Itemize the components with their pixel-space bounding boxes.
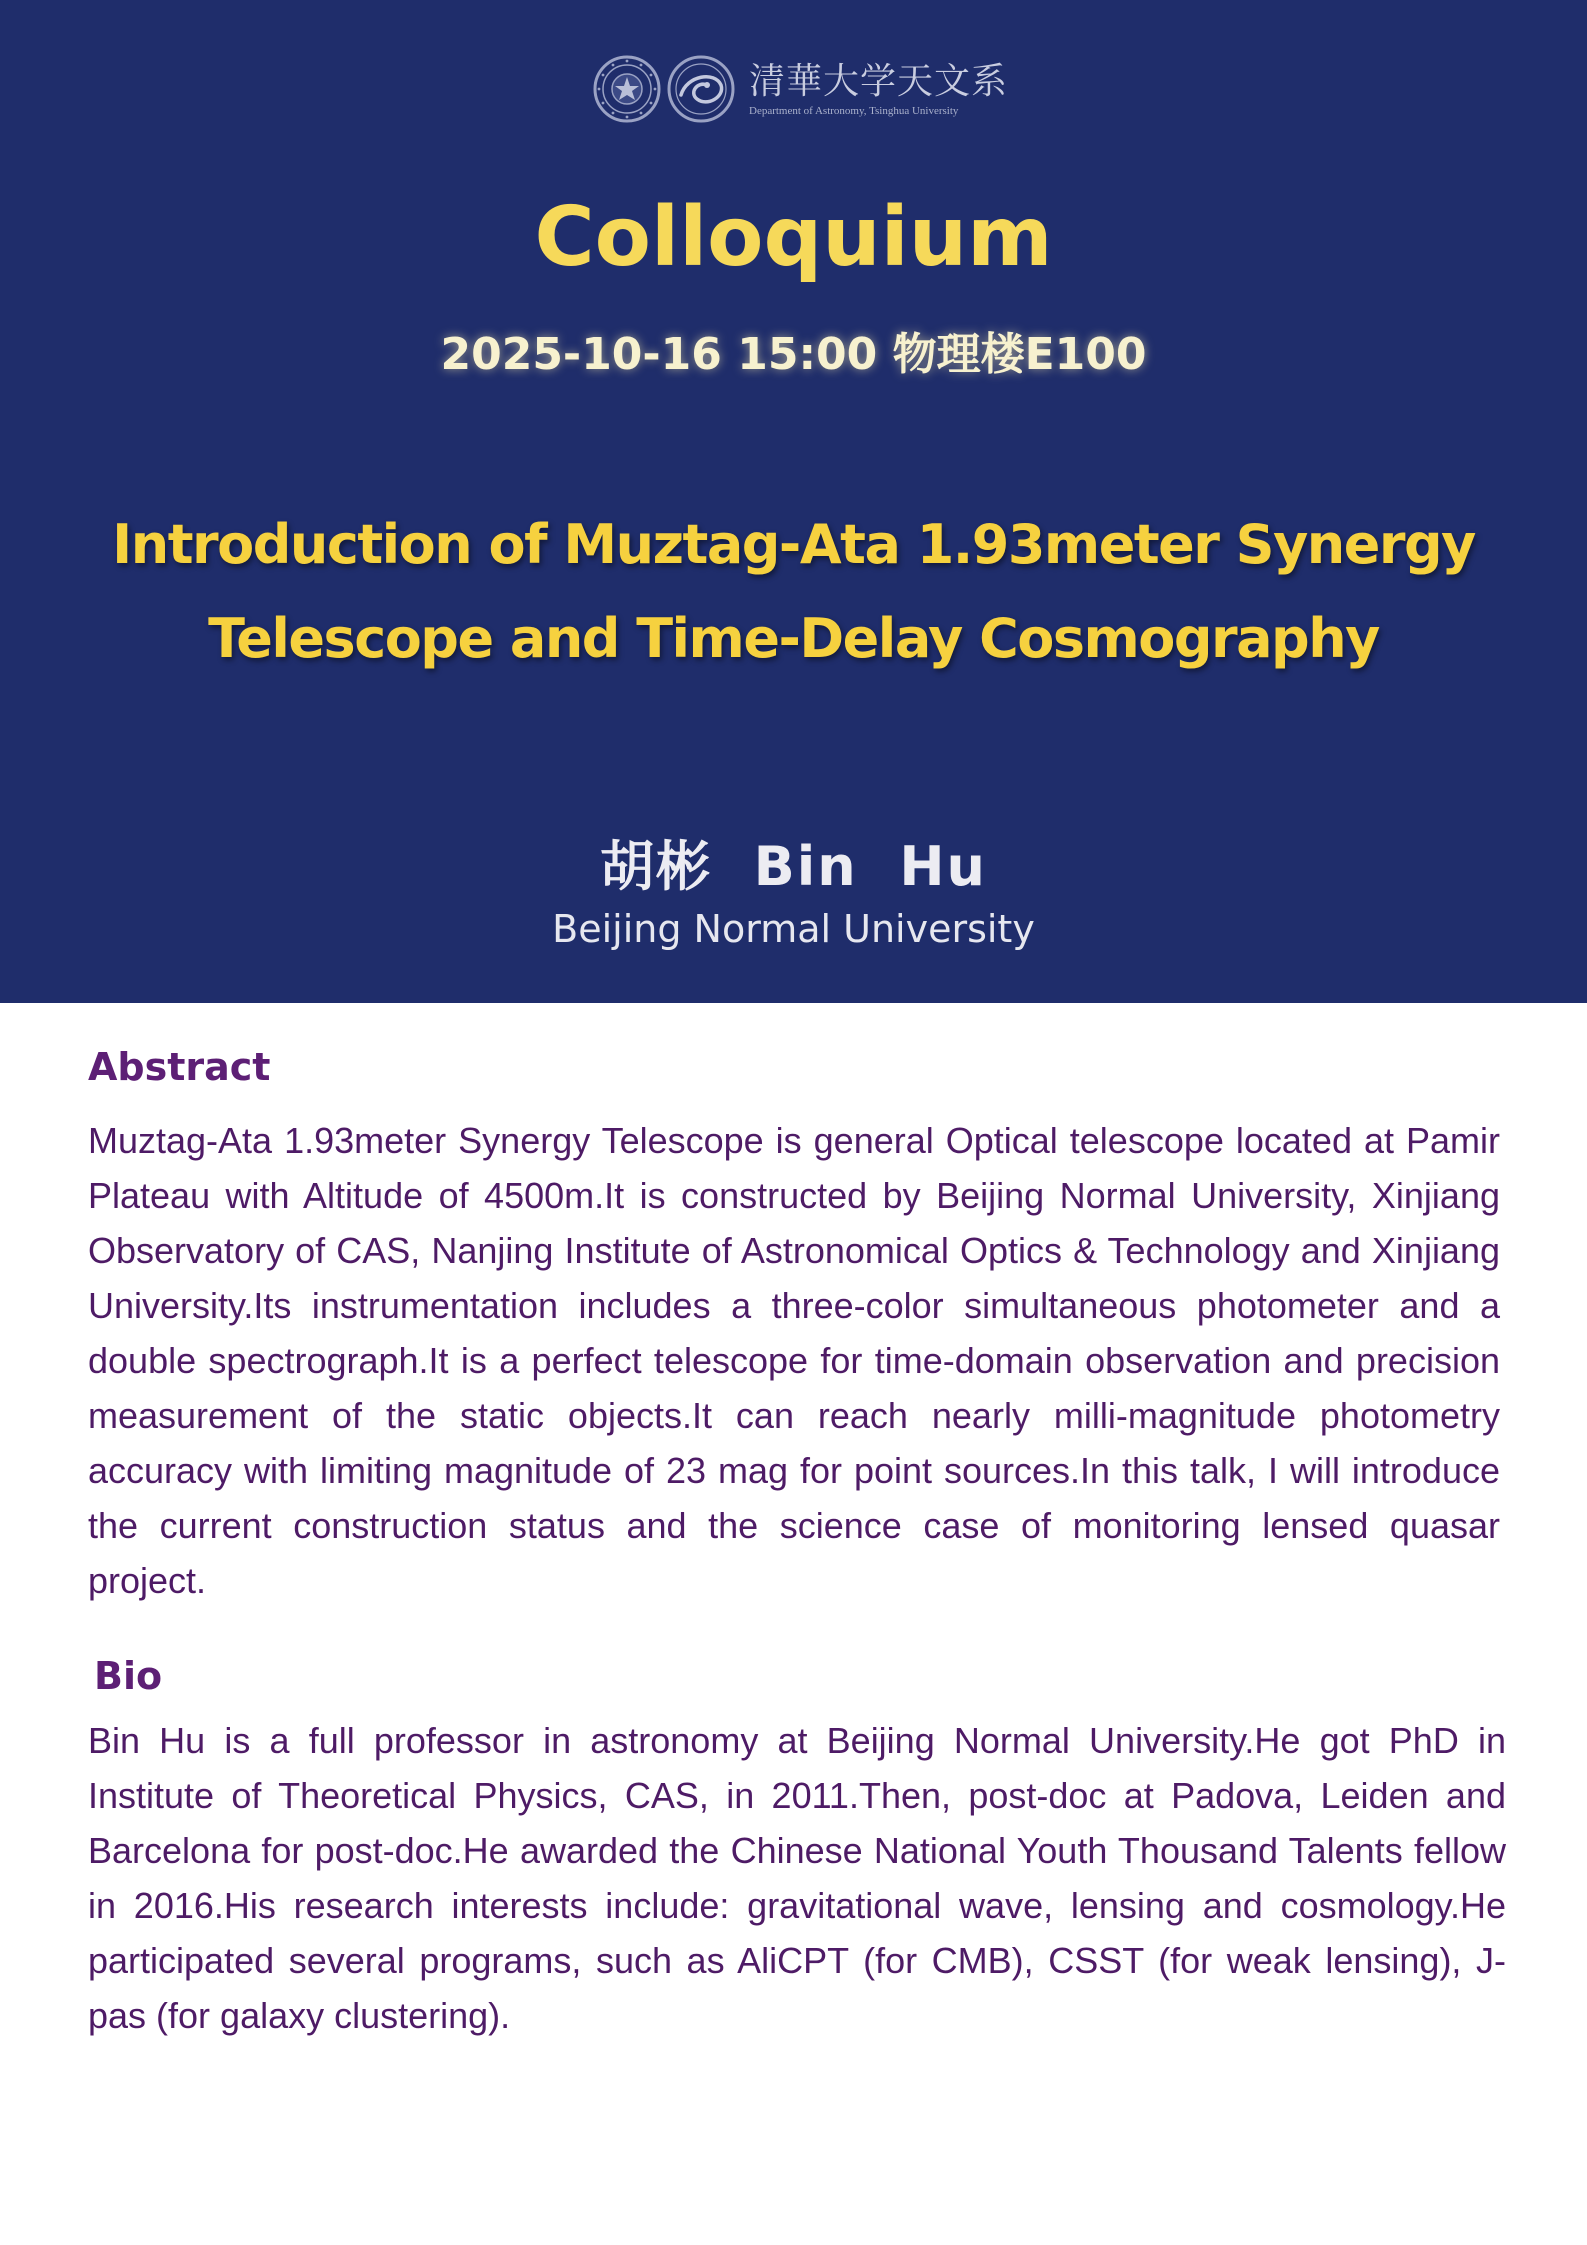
abstract-text: Muztag-Ata 1.93meter Synergy Telescope is general Optical telescope located at Pamir Plateau with Altitude of 4500m.It is constructed by Beijing Normal University, Xinjiang Observatory of CAS, Nanjing Institute of Astronomical Optics & Technology and Xinjiang University.Its instrumentation includes a three-color simultaneous photometer and a double spectrograph.It is a perfect telescope for time-domain observation and precision measurement of the static objects.It can reach nearly milli-magnitude photometry accuracy with limiting magnitude of 23 mag for point sources.In this talk, I will introduce the current construction status and the science case of monitoring lensed quasar project. <box>88 1120 1500 1601</box>
speaker-name: 胡彬 Bin Hu <box>600 835 987 898</box>
tsinghua-university-seal-icon <box>593 55 661 123</box>
department-logo <box>593 52 1008 126</box>
talk-title-line-2: Telescope and Time-Delay Cosmography <box>208 607 1379 670</box>
bio-heading: Bio <box>94 1654 163 1698</box>
event-type-title: Colloquium <box>534 190 1053 285</box>
astronomy-department-emblem-icon <box>667 55 735 123</box>
logo-title: 清華大学天文系 <box>749 61 1009 102</box>
header-banner <box>0 0 1587 1003</box>
abstract-heading: Abstract <box>88 1045 271 1089</box>
logo-text <box>749 60 1008 118</box>
talk-title-line-1: Introduction of Muztag-Ata 1.93meter Synergy <box>112 513 1475 576</box>
bio-text: Bin Hu is a full professor in astronomy at Beijing Normal University.He got PhD in Institute of Theoretical Physics, CAS, in 2011.Then, post-doc at Padova, Leiden and Barcelona for post-doc.He awarded the Chinese National Youth Thousand Talents fellow in 2016.His research interests include: gravitational wave, lensing and cosmology.He participated several programs, such as AliCPT (for CMB), CSST (for weak lensing), J-pas (for galaxy clustering). <box>88 1720 1506 2036</box>
event-datetime-location: 2025-10-16 15:00 物理楼E100 <box>440 329 1147 380</box>
logo-subtitle: Department of Astronomy, Tsinghua University <box>749 105 959 117</box>
talk-title <box>100 498 1487 686</box>
speaker-affiliation: Beijing Normal University <box>552 907 1035 951</box>
